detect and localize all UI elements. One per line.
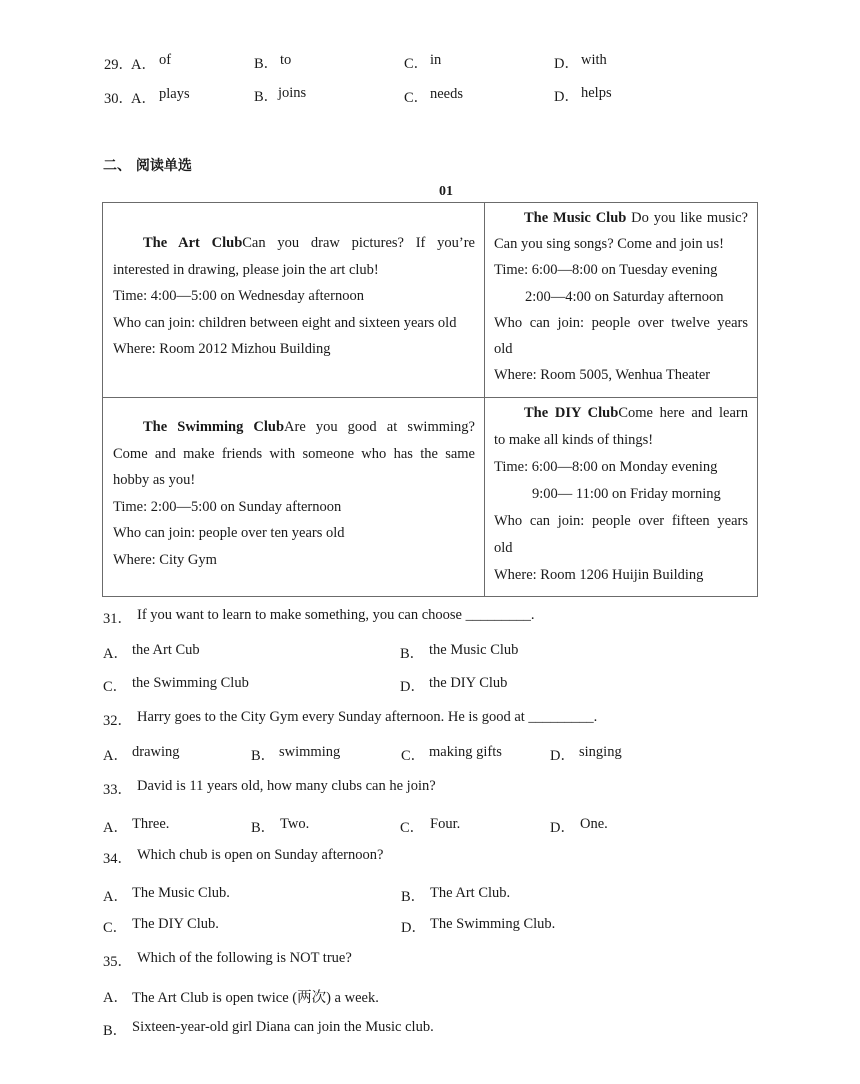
option-text: helps xyxy=(581,85,612,101)
swimming-club-name: The Swimming Club xyxy=(143,419,285,435)
music-club-who: Who can join: people over twelve years xyxy=(494,314,748,331)
option-letter: C． xyxy=(400,820,425,836)
option-text: One. xyxy=(580,816,608,832)
question-number: 32． xyxy=(103,713,132,729)
passage-label: 01 xyxy=(439,184,453,199)
option-letter: C． xyxy=(404,56,429,72)
option-text: singing xyxy=(579,744,622,760)
question-stem: If you want to learn to make something, you can choose _________. xyxy=(137,607,535,623)
option-letter: D． xyxy=(550,820,575,836)
option-text: The Art Club. xyxy=(430,885,511,901)
art-club-time: Time: 4:00—5:00 on Wednesday afternoon xyxy=(113,288,364,304)
option-text: The Art Club is open twice (两次) a week. xyxy=(132,990,379,1006)
diy-club-line-1 xyxy=(494,400,748,427)
option-letter: B． xyxy=(251,820,276,836)
option-text: to xyxy=(280,52,292,68)
option-text: Four. xyxy=(430,816,461,832)
option-text: the Art Cub xyxy=(132,642,200,658)
option-text: Two. xyxy=(280,816,310,832)
option-text: with xyxy=(581,52,607,68)
art-club-who: Who can join: children between eight and sixteen years old xyxy=(113,314,457,331)
diy-club-line: to make all kinds of things! xyxy=(494,432,654,448)
music-club-text: Do you like music? xyxy=(626,210,748,226)
diy-club-cell xyxy=(485,398,758,597)
question-stem: Which chub is open on Sunday afternoon? xyxy=(137,847,384,863)
diy-club-name: The DIY Club xyxy=(524,405,619,421)
question-number: 29． xyxy=(104,57,133,73)
question-stem: Which of the following is NOT true? xyxy=(137,950,352,966)
option-letter: B． xyxy=(254,56,279,72)
swimming-club-line-1 xyxy=(113,414,475,441)
diy-club-time-2: 9:00— 11:00 on Friday morning xyxy=(532,486,721,502)
swimming-club-where: Where: City Gym xyxy=(113,551,217,568)
clubs-table xyxy=(102,202,758,597)
option-letter: C． xyxy=(103,679,128,695)
swimming-club-time: Time: 2:00—5:00 on Sunday afternoon xyxy=(113,498,342,515)
art-club-name: The Art Club xyxy=(143,235,243,251)
option-text: Sixteen-year-old girl Diana can join the Music club. xyxy=(132,1019,434,1035)
swimming-club-who: Who can join: people over ten years old xyxy=(113,525,345,541)
swimming-club-text: Are you good at swimming? xyxy=(284,419,475,435)
art-club-line: interested in drawing, please join the art club! xyxy=(113,261,379,278)
option-text: joins xyxy=(278,85,307,101)
diy-club-who: Who can join: people over fifteen years xyxy=(494,513,748,529)
option-letter: C． xyxy=(401,748,426,764)
swimming-club-line-3: hobby as you! xyxy=(113,472,196,488)
question-number: 33． xyxy=(103,782,132,798)
music-club-where: Where: Room 5005, Wenhua Theater xyxy=(494,367,711,384)
option-letter: C． xyxy=(404,90,429,106)
option-text: Three. xyxy=(132,816,170,832)
music-club-time-2: 2:00—4:00 on Saturday afternoon xyxy=(525,288,724,305)
option-letter: B． xyxy=(251,748,276,764)
section-title: 二、 阅读单选 xyxy=(103,158,192,174)
music-club-name: The Music Club xyxy=(524,210,627,226)
option-letter: D． xyxy=(550,748,575,764)
option-text: the DIY Club xyxy=(429,675,508,691)
option-letter: A． xyxy=(103,889,128,905)
option-text: plays xyxy=(159,86,190,102)
option-text: of xyxy=(159,52,172,68)
art-club-cell xyxy=(103,203,485,398)
option-letter: A． xyxy=(131,91,156,107)
option-letter: D． xyxy=(401,920,426,936)
option-letter: C． xyxy=(103,920,128,936)
option-text: The Swimming Club. xyxy=(430,916,556,932)
art-club-text: Can you draw pictures? If you’re xyxy=(242,235,475,251)
music-club-time: Time: 6:00—8:00 on Tuesday evening xyxy=(494,262,718,279)
option-letter: B． xyxy=(401,889,426,905)
music-club-who-cont: old xyxy=(494,341,513,358)
option-letter: A． xyxy=(103,990,128,1006)
option-text: The Music Club. xyxy=(132,885,230,901)
music-club-line: Can you sing songs? Come and join us! xyxy=(494,236,724,253)
diy-club-time: Time: 6:00—8:00 on Monday evening xyxy=(494,459,718,475)
option-letter: D． xyxy=(400,679,425,695)
question-number: 31． xyxy=(103,611,132,627)
option-letter: B． xyxy=(103,1023,128,1039)
option-letter: B． xyxy=(254,89,279,105)
option-text: drawing xyxy=(132,744,180,760)
question-stem: Harry goes to the City Gym every Sunday afternoon. He is good at _________. xyxy=(137,709,598,725)
art-club-line-1 xyxy=(113,230,475,257)
question-number: 30． xyxy=(104,91,133,107)
music-club-cell xyxy=(485,203,758,398)
option-letter: D． xyxy=(554,89,579,105)
swimming-club-cell xyxy=(103,398,485,597)
option-letter: B． xyxy=(400,646,425,662)
diy-club-who-cont: old xyxy=(494,540,513,556)
option-text: the Swimming Club xyxy=(132,675,249,691)
option-text: needs xyxy=(430,86,464,102)
option-text: swimming xyxy=(279,744,341,760)
option-text: in xyxy=(430,52,442,68)
option-letter: D． xyxy=(554,56,579,72)
question-number: 35． xyxy=(103,954,132,970)
diy-club-text: Come here and learn xyxy=(618,405,748,421)
option-text: the Music Club xyxy=(429,642,519,658)
question-stem: David is 11 years old, how many clubs can he join? xyxy=(137,778,436,794)
question-number: 34． xyxy=(103,851,132,867)
music-club-line-1 xyxy=(494,205,748,231)
option-letter: A． xyxy=(103,646,128,662)
art-club-where: Where: Room 2012 Mizhou Building xyxy=(113,341,331,357)
option-letter: A． xyxy=(103,748,128,764)
option-letter: A． xyxy=(103,820,128,836)
option-letter: A． xyxy=(131,57,156,73)
diy-club-where: Where: Room 1206 Huijin Building xyxy=(494,567,704,583)
swimming-club-line: Come and make friends with someone who has the same xyxy=(113,445,475,462)
option-text: The DIY Club. xyxy=(132,916,219,932)
option-text: making gifts xyxy=(429,744,502,760)
